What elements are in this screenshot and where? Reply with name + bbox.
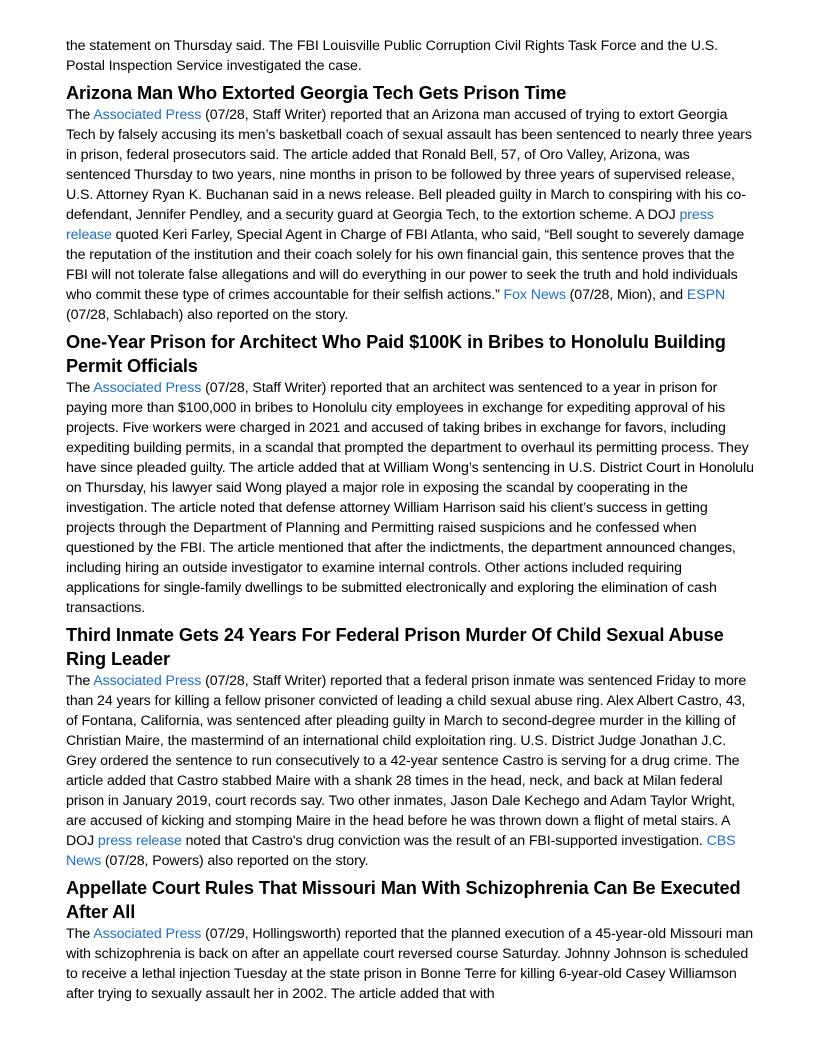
article-headline: Third Inmate Gets 24 Years For Federal Prison Murder Of Child Sexual Abuse Ring Leader [66,625,724,669]
article-missouri-execution [66,876,756,1004]
body-text: (07/28, Staff Writer) reported that an Arizona man accused of trying to extort Georgia Tech by falsely accusing its men’s basketball coach of sexual assault has been sentenced to nearly three years in prison, federal prosecutors said. The article added that Ronald Bell, 57, of Oro Valley, Arizona, was sentenced Thursday to two years, nine months in prison to be followed by three years of supervised release, U.S. Attorney Ryan K. Buchanan said in a news release. Bell pleaded guilty in March to conspiring with his co-defendant, Jennifer Pendley, and a security guard at Georgia Tech, to the extortion scheme. A DOJ [66,107,752,223]
body-text: The [66,673,94,689]
article-headline: Appellate Court Rules That Missouri Man With Schizophrenia Can Be Executed After All [66,878,741,922]
body-text: noted that Castro's drug conviction was the result of an FBI-supported investigation. [181,833,707,849]
source-link-press-release[interactable]: press release [66,207,714,243]
body-text: (07/28, Staff Writer) reported that a federal prison inmate was sentenced Friday to more than 24 years for killing a fellow prisoner convicted of leading a child sexual abuse ring. Alex Albert Castro, 43, of Fontana, California, was sentenced after pleading guilty in March to second-degree murder in the killing of Christian Maire, the mastermind of an international child exploitation ring. U.S. District Judge Jonathan J.C. Grey ordered the sentence to run consecutively to a 42-year sentence Castro is serving for a drug crime. The article added that Castro stabbed Maire with a shank 28 times in the head, neck, and back at Milan federal prison in January 2019, court records say. Two other inmates, Jason Dale Kechego and Adam Taylor Wright, are accused of kicking and stomping Maire in the head before he was thrown down a flight of metal stairs. A DOJ [66,673,747,849]
article-headline: One-Year Prison for Architect Who Paid $100K in Bribes to Honolulu Building Permit Officials [66,332,726,376]
source-link-associated-press[interactable]: Associated Press [93,673,202,689]
article-body [66,671,756,871]
article-headline: Arizona Man Who Extorted Georgia Tech Gets Prison Time [66,83,567,103]
news-digest [66,36,756,1004]
source-link-associated-press[interactable]: Associated Press [93,380,202,396]
body-text: (07/28, Mion), and [565,287,687,303]
article-body [66,378,756,618]
source-link-espn[interactable]: ESPN [686,287,726,303]
source-link-associated-press[interactable]: Associated Press [93,926,202,942]
article-honolulu-architect [66,330,756,618]
intro-paragraph [66,36,756,76]
source-link-press-release[interactable]: press release [97,833,182,849]
body-text: quoted Keri Farley, Special Agent in Charge of FBI Atlanta, who said, “Bell sought to severely damage the reputation of the institution and their coach solely for his own financial gain, this sentence proves that the FBI will not tolerate false allegations and will do everything in our power to seek the truth and hold individuals who commit these type of crimes accountable for their selfish actions.” [66,227,745,303]
body-text: (07/28, Staff Writer) reported that an architect was sentenced to a year in prison for paying more than $100,000 in bribes to Honolulu city employees in exchange for expediting approval of his projects. Five workers were charged in 2021 and accused of taking bribes in exchange for favors, including expediting building permits, in a scandal that prompted the department to overhaul its permitting process. They have since pleaded guilty. The article added that at William Wong’s sentencing in U.S. District Court in Honolulu on Thursday, his lawyer said Wong played a major role in exposing the scandal by cooperating in the investigation. The article noted that defense attorney William Harrison said his client’s success in getting projects through the Department of Planning and Permitting raised suspicions and he confessed when questioned by the FBI. The article mentioned that after the indictments, the department announced changes, including hiring an outside investigator to examine internal controls. Other actions included requiring applications for single-family dwellings to be submitted electronically and exploring the elimination of cash transactions. [66,380,754,616]
source-link-fox-news[interactable]: Fox News [503,287,566,303]
body-text: The [66,926,94,942]
source-link-cbs-news[interactable]: CBS News [66,833,736,869]
article-body [66,924,756,1004]
body-text: The [66,380,94,396]
source-link-associated-press[interactable]: Associated Press [93,107,202,123]
article-body [66,105,756,325]
article-georgia-tech [66,81,756,325]
article-prison-murder [66,623,756,871]
body-text: (07/29, Hollingsworth) reported that the planned execution of a 45-year-old Missouri man with schizophrenia is back on after an appellate court reversed course Saturday. Johnny Johnson is scheduled to receive a lethal injection Tuesday at the state prison in Bonne Terre for killing 6-year-old Casey Williamson after trying to sexually assault her in 2002. The article added that with [66,926,754,1002]
body-text: (07/28, Powers) also reported on the story. [101,853,369,869]
body-text: The [66,107,94,123]
intro-text: the statement on Thursday said. The FBI Louisville Public Corruption Civil Rights Task Force and the U.S. Postal Inspection Service investigated the case. [66,38,718,74]
body-text: (07/28, Schlabach) also reported on the story. [66,307,349,323]
